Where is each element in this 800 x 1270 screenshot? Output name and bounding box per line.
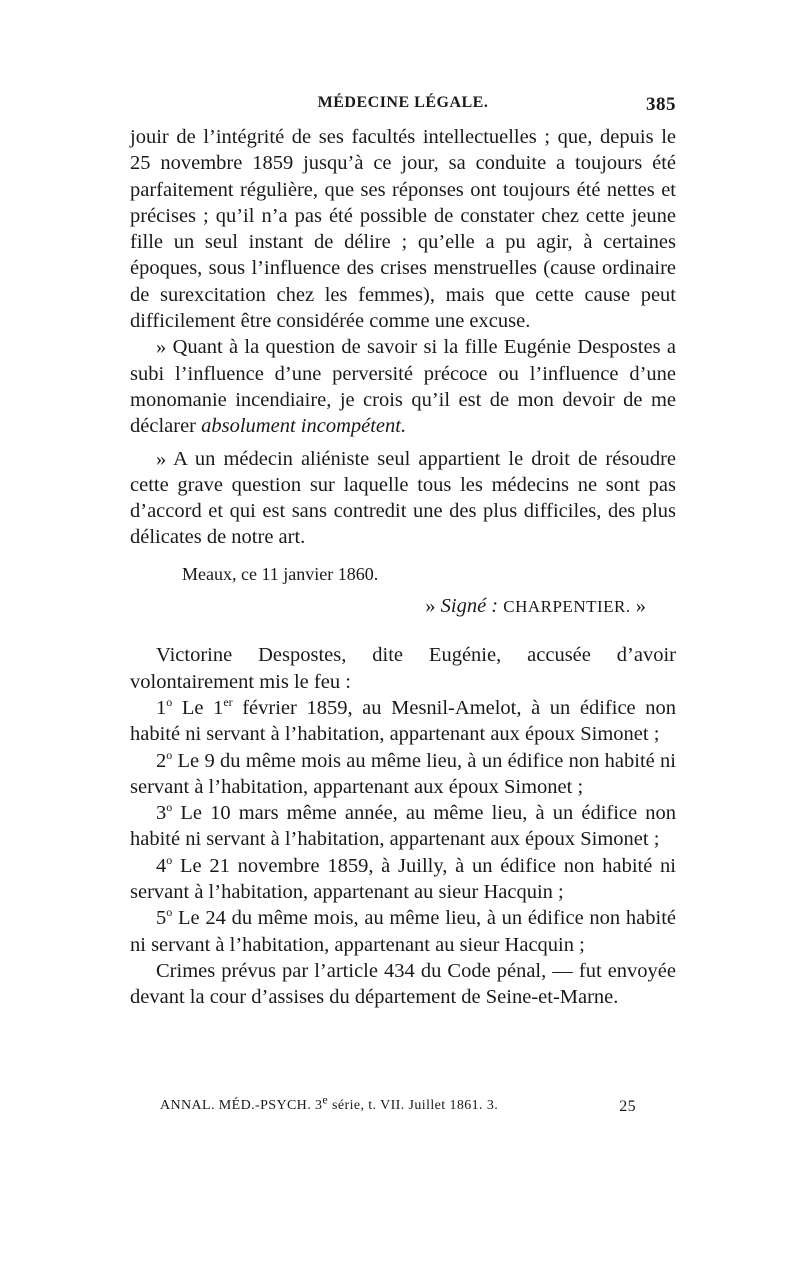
charge-text: Le 10 mars même année, au même lieu, à un édifice non habité ni servant à l’habitation, appartenant aux époux Simonet ;: [130, 802, 676, 851]
superscript: er: [223, 695, 233, 710]
charge-item-4: [130, 853, 676, 906]
charge-number: 1: [156, 696, 167, 719]
place-date: Meaux, ce 11 janvier 1860.: [182, 563, 379, 584]
quote-close: »: [630, 595, 646, 618]
running-head-title: MÉDECINE LÉGALE.: [317, 94, 489, 111]
ordinal-mark: o: [166, 852, 173, 867]
reference-text: ANNAL. MÉD.-PSYCH. 3: [160, 1098, 323, 1113]
charge-number: 3: [156, 802, 167, 825]
charge-item-1: [130, 695, 676, 748]
charge-item-2: [130, 748, 676, 801]
charge-number: 5: [156, 907, 167, 930]
paragraph-accusation: Victorine Despostes, dite Eugénie, accusée d’avoir volontairement mis le feu :: [130, 644, 676, 693]
signature-mark: 25: [619, 1098, 636, 1115]
ordinal-mark: o: [166, 905, 173, 920]
paragraph-crimes: Crimes prévus par l’article 434 du Code pénal, — fut envoyée devant la cour d’assises du département de Seine-et-Marne.: [130, 959, 676, 1009]
charge-item-3: [130, 800, 676, 853]
paragraph-alienist: » A un médecin aliéniste seul appartient le droit de résoudre cette grave question sur laquelle tous les médecins ne sont pas d’accord et qui est sans contredit une des plus difficiles, des plus délicates de notre art.: [130, 447, 676, 549]
journal-reference: [160, 1092, 499, 1114]
body-text: [130, 124, 676, 1011]
charge-text: Le 21 novembre 1859, à Juilly, à un édifice non habité ni servant à l’habitation, appartenant au sieur Hacquin ;: [130, 854, 676, 904]
ordinal-mark: o: [166, 747, 173, 762]
page-number: 385: [646, 94, 676, 115]
quote-open: »: [425, 595, 441, 618]
charge-text: Le 9 du même mois au même lieu, à un édifice non habité ni servant à l’habitation, appartenant aux époux Simonet ;: [130, 749, 676, 798]
superscript: e: [322, 1092, 329, 1107]
ordinal-mark: o: [166, 695, 173, 710]
reference-text: série, t. VII. Juillet 1861. 3.: [328, 1098, 499, 1113]
ordinal-mark: o: [166, 800, 173, 815]
charge-text: Le 1: [172, 696, 224, 719]
charge-text: février 1859, au Mesnil-Amelot, à un édifice non habité ni servant à l’habitation, appartenant aux époux Simonet ;: [130, 696, 676, 746]
paragraph-continuation: jouir de l’intégrité de ses facultés intellectuelles ; que, depuis le 25 novembre 1859 jusqu’à ce jour, sa conduite a toujours été parfaitement régulière, que ses réponses ont toujours été nettes et précises ; qu’il n’a pas été possible de constater chez cette jeune fille un seul instant de délire ; qu’elle a pu agir, à certaines époques, sous l’influence des crises menstruelles (cause ordinaire de surexcitation chez les femmes), mais que cette cause peut difficilement être considérée comme une excuse.: [130, 126, 676, 333]
charge-number: 2: [156, 749, 167, 772]
paragraph-question: [130, 334, 676, 439]
charge-number: 4: [156, 854, 167, 877]
charge-item-5: [130, 905, 676, 958]
signatory-name: CHARPENTIER.: [503, 597, 631, 617]
running-head: [130, 94, 676, 118]
emphasis-text: absolument incompétent.: [201, 415, 407, 438]
signature-line: [130, 593, 676, 620]
paragraph-text: » Quant à la question de savoir si la fille Eugénie Despostes a subi l’influence d’une perversité précoce ou l’influence d’une monomanie incendiaire, je crois qu’il est de mon devoir de me déclarer: [130, 336, 676, 438]
charge-text: Le 24 du même mois, au même lieu, à un édifice non habité ni servant à l’habitation, appartenant au sieur Hacquin ;: [130, 907, 676, 956]
signe-label: Signé :: [440, 595, 499, 618]
